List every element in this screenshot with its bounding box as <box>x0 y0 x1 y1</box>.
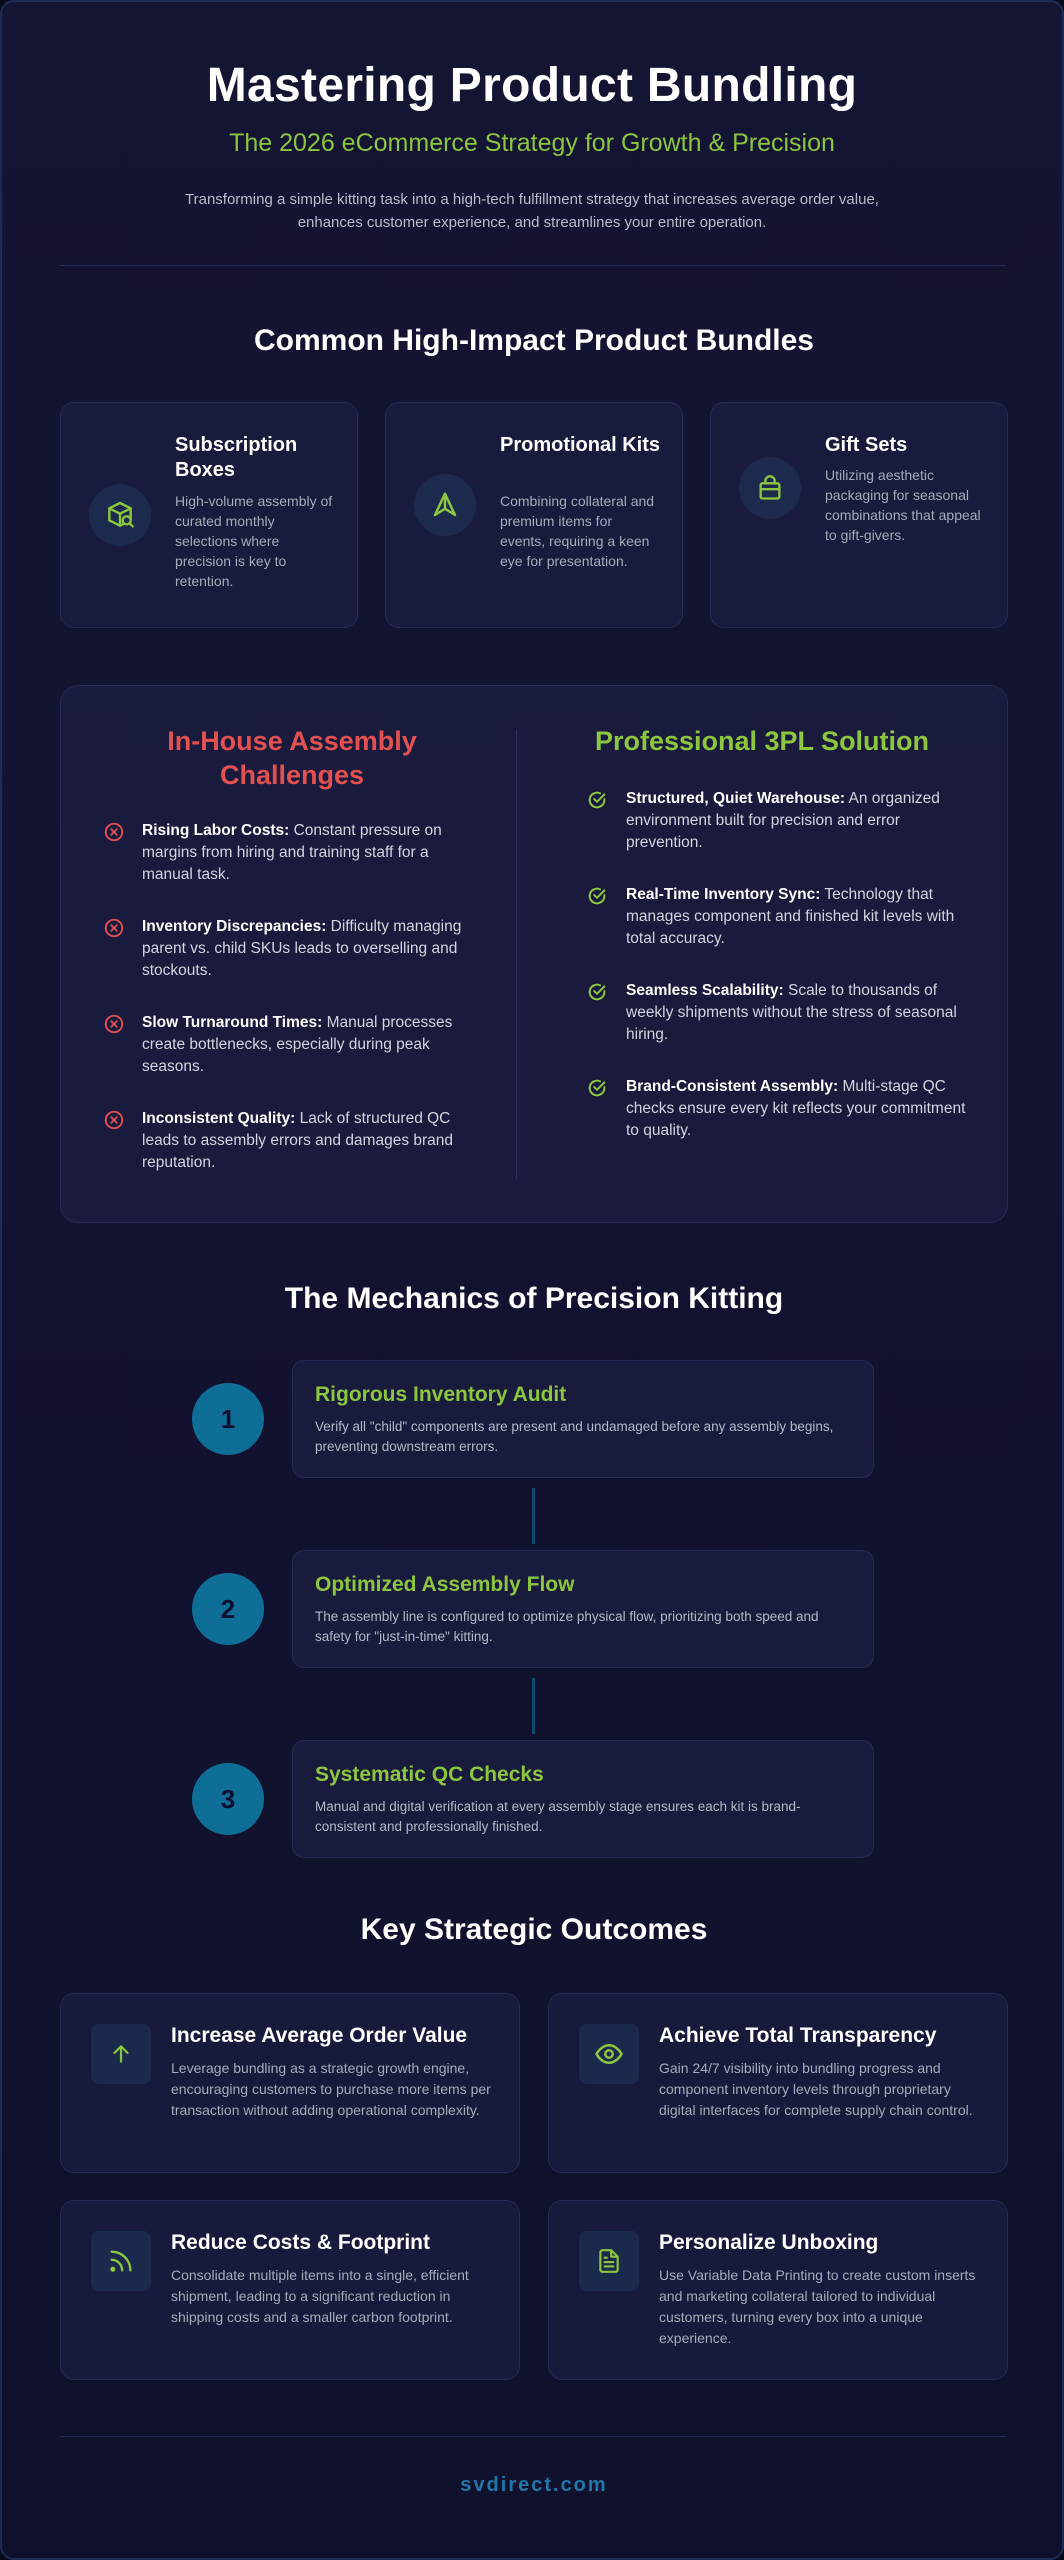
list-item-heading: Slow Turnaround Times: <box>142 1014 323 1031</box>
step-desc: Manual and digital verification at every assembly stage ensures each kit is brand-consistent and professionally finished. <box>315 1799 801 1834</box>
step-number: 3 <box>192 1763 264 1835</box>
bundle-card-subscription <box>60 402 358 628</box>
outcome-card <box>548 1993 1008 2173</box>
list-item-text: Lack of structured QC leads to assembly errors and damages brand reputation. <box>142 1110 454 1171</box>
bundles-section-title: Common High-Impact Product Bundles <box>253 324 814 357</box>
step-desc: Verify all "child" components are present and undamaged before any assembly begins, preventing downstream errors. <box>315 1419 834 1454</box>
list-item <box>142 1012 472 1078</box>
list-item-text: An organized environment built for precision and error prevention. <box>626 790 940 851</box>
bundle-desc: Combining collateral and premium items for events, requiring a keen eye for presentation. <box>500 493 655 569</box>
bundle-card-promotional <box>385 402 683 628</box>
list-item-text: Manual processes create bottlenecks, especially during peak seasons. <box>142 1014 453 1075</box>
bundle-title: Subscription Boxes <box>175 434 298 481</box>
x-circle-icon <box>103 1013 125 1035</box>
box-search-icon <box>89 484 151 546</box>
step-number: 2 <box>192 1573 264 1645</box>
list-item-heading: Seamless Scalability: <box>626 982 784 999</box>
step-card <box>292 1740 874 1858</box>
list-item-heading: Rising Labor Costs: <box>142 822 290 839</box>
bundle-desc: Utilizing aesthetic packaging for seasonal combinations that appeal to gift-givers. <box>825 467 981 543</box>
page-subtitle: The 2026 eCommerce Strategy for Growth & Precision <box>229 129 835 157</box>
outcome-title: Reduce Costs & Footprint <box>171 2231 431 2254</box>
column-divider <box>516 730 517 1180</box>
list-item-heading: Real-Time Inventory Sync: <box>626 886 821 903</box>
arrow-up-icon <box>91 2024 151 2084</box>
outcome-desc: Consolidate multiple items into a single, efficient shipment, leading to a significant reduction in shipping costs and a smaller carbon footprint. <box>171 2267 469 2325</box>
gift-bag-icon <box>739 457 801 519</box>
header <box>2 2 1062 234</box>
document-icon <box>579 2231 639 2291</box>
step-connector <box>532 1488 535 1544</box>
list-item-text: Scale to thousands of weekly shipments without the stress of seasonal hiring. <box>626 982 957 1043</box>
list-item-text: Multi-stage QC checks ensure every kit reflects your commitment to quality. <box>626 1078 966 1139</box>
list-item-heading: Brand-Consistent Assembly: <box>626 1078 839 1095</box>
list-item <box>626 1076 966 1142</box>
outcome-card <box>548 2200 1008 2380</box>
outcome-card <box>60 1993 520 2173</box>
bundle-desc: High-volume assembly of curated monthly selections where precision is key to retention. <box>175 493 333 589</box>
list-item <box>142 916 472 982</box>
list-item <box>626 788 966 854</box>
list-item-heading: Inventory Discrepancies: <box>142 918 327 935</box>
step-number: 1 <box>192 1383 264 1455</box>
list-item-text: Technology that manages component and finished kit levels with total accuracy. <box>626 886 955 947</box>
footer-brand: svdirect.com <box>460 2474 608 2496</box>
challenges-title: In-House Assembly Challenges <box>167 726 417 790</box>
outcome-title: Personalize Unboxing <box>659 2231 879 2254</box>
step-connector <box>532 1678 535 1734</box>
list-item-text: Constant pressure on margins from hiring and training staff for a manual task. <box>142 822 442 883</box>
bundle-title: Promotional Kits <box>500 434 661 456</box>
outcome-desc: Gain 24/7 visibility into bundling progress and component inventory levels through proprietary digital interfaces for complete supply chain control. <box>659 2060 973 2118</box>
step-card <box>292 1360 874 1478</box>
signal-icon <box>91 2231 151 2291</box>
list-item-text: Difficulty managing parent vs. child SKUs leads to overselling and stockouts. <box>142 918 462 979</box>
list-item <box>626 884 966 950</box>
check-circle-icon <box>586 981 608 1003</box>
intro-text: Transforming a simple kitting task into a high-tech fulfillment strategy that increases average order value, enhances customer experience, and streamlines your entire operation. <box>185 191 879 231</box>
bundle-card-gift-sets <box>710 402 1008 628</box>
outcome-card <box>60 2200 520 2380</box>
list-item <box>142 820 472 886</box>
list-item <box>626 980 966 1046</box>
x-circle-icon <box>103 1109 125 1131</box>
list-item-heading: Structured, Quiet Warehouse: <box>626 790 846 807</box>
step-card <box>292 1550 874 1668</box>
outcome-desc: Leverage bundling as a strategic growth engine, encouraging customers to purchase more items per transaction without adding operational complexity. <box>171 2060 491 2118</box>
arrow-up-icon <box>414 474 476 536</box>
step-title: Rigorous Inventory Audit <box>315 1383 567 1406</box>
eye-icon <box>579 2024 639 2084</box>
outcomes-section-title: Key Strategic Outcomes <box>360 1913 708 1946</box>
x-circle-icon <box>103 821 125 843</box>
outcome-title: Achieve Total Transparency <box>659 2024 937 2047</box>
solution-title: Professional 3PL Solution <box>594 726 930 756</box>
bundle-title: Gift Sets <box>825 434 908 456</box>
list-item-heading: Inconsistent Quality: <box>142 1110 296 1127</box>
outcome-title: Increase Average Order Value <box>171 2024 468 2047</box>
step-title: Systematic QC Checks <box>315 1763 544 1786</box>
divider-line <box>60 265 1006 266</box>
check-circle-icon <box>586 1077 608 1099</box>
x-circle-icon <box>103 917 125 939</box>
step-desc: The assembly line is configured to optimize physical flow, prioritizing both speed and safety for "just-in-time" kitting. <box>315 1609 819 1644</box>
list-item <box>142 1108 472 1174</box>
mechanics-section-title: The Mechanics of Precision Kitting <box>284 1282 784 1315</box>
check-circle-icon <box>586 885 608 907</box>
check-circle-icon <box>586 789 608 811</box>
footer-divider <box>60 2436 1006 2437</box>
step-title: Optimized Assembly Flow <box>315 1573 575 1596</box>
outcome-desc: Use Variable Data Printing to create custom inserts and marketing collateral tailored to individual customers, turning every box into a unique experience. <box>659 2267 976 2346</box>
page-title: Mastering Product Bundling <box>206 59 858 112</box>
